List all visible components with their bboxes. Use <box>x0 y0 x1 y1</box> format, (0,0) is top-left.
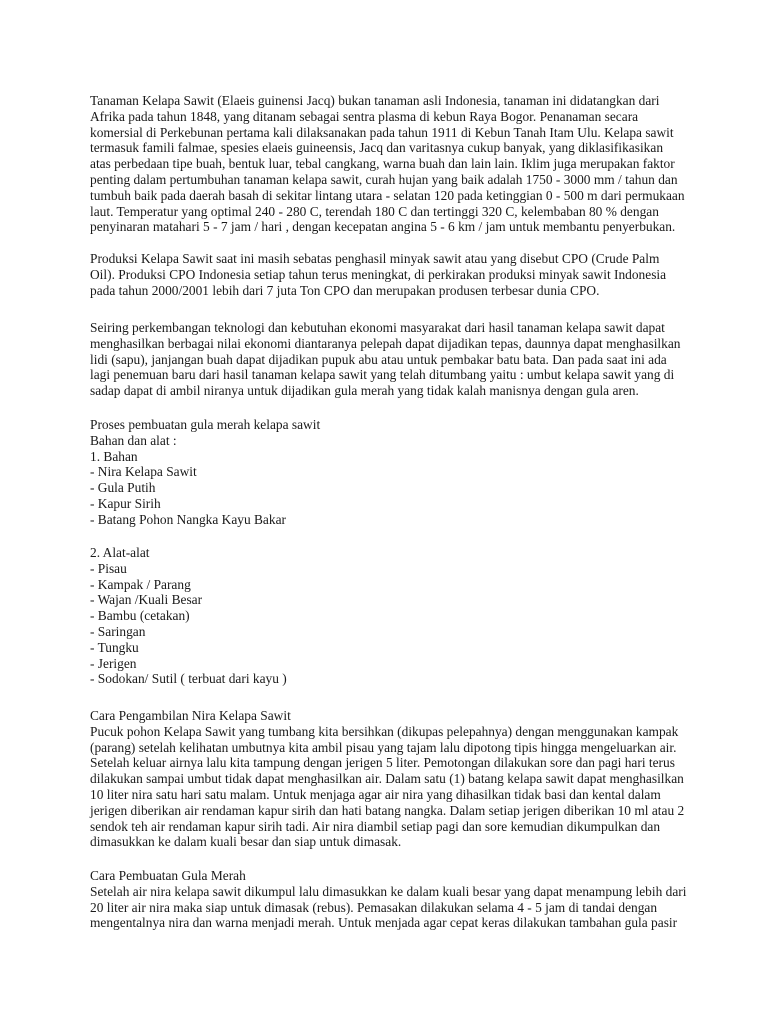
text-line: komersial di Perkebunan pertama kali dilaksanakan pada tahun 1911 di Kebun Tanah Itam Ulu. Kelapa sawit <box>90 124 674 140</box>
paragraph-technology <box>90 320 690 399</box>
list-heading: 2. Alat-alat <box>90 545 150 560</box>
list-item: - Gula Putih <box>90 480 156 496</box>
section-tools <box>90 545 690 687</box>
text-line: 20 liter air nira maka siap untuk dimasak (rebus). Pemasakan dilakukan selama 4 - 5 jam di tandai dengan <box>90 899 658 915</box>
list-item: - Wajan /Kuali Besar <box>90 592 203 608</box>
text-line: termasuk famili falmae, spesies elaeis guineensis, Jacq dan varitasnya cukup banyak, yang diklasifikasikan <box>90 140 664 156</box>
list-item: - Tungku <box>90 639 139 655</box>
text-line: menghasilkan berbagai nilai ekonomi diantaranya pelepah dapat dijadikan tepas, daunnya dapat menghasilkan <box>90 335 681 351</box>
list-item: - Saringan <box>90 623 146 639</box>
list-item: - Kampak / Parang <box>90 576 191 592</box>
subheading: Bahan dan alat : <box>90 432 177 448</box>
section-making <box>90 868 690 931</box>
section-heading: Cara Pembuatan Gula Merah <box>90 868 246 883</box>
text-line: penyinaran matahari 5 - 7 jam / hari , dengan kecepatan angina 5 - 6 km / jam untuk membantu penyerbukan. <box>90 219 676 235</box>
text-line: dilakukan sampai umbut tidak dapat menghasilkan air. Dalam satu (1) batang kelapa sawit dapat menghasilkan <box>90 771 684 787</box>
paragraph-production <box>90 251 690 298</box>
text-line: Oil). Produksi CPO Indonesia setiap tahun terus meningkat, di perkirakan produksi minyak sawit Indonesia <box>90 266 667 282</box>
text-line: penting dalam pertumbuhan tanaman kelapa sawit, curah hujan yang baik adalah 1750 - 3000 mm / tahun dan <box>90 171 678 187</box>
list-item: - Sodokan/ Sutil ( terbuat dari kayu ) <box>90 671 287 687</box>
text-line: sendok teh air rendaman kapur sirih tadi. Air nira diambil setiap pagi dan sore kemudian dikumpulkan dan <box>90 818 661 834</box>
list-item: - Nira Kelapa Sawit <box>90 464 197 480</box>
text-line: jerigen diberikan air rendaman kapur sirih dan hati batang nangka. Dalam setiap jerigen diberikan 10 ml atau 2 <box>90 802 685 818</box>
section-materials <box>90 417 690 528</box>
section-heading: Proses pembuatan gula merah kelapa sawit <box>90 417 321 432</box>
list-item: - Jerigen <box>90 655 137 671</box>
section-tapping <box>90 708 690 850</box>
text-line: sadap dapat di ambil niranya untuk dijadikan gula merah yang tidak kalah manisnya dengan gula aren. <box>90 383 639 399</box>
text-line: Setelah keluar airnya lalu kita tampung dengan jerigen 5 liter. Pemotongan dilakukan sore dan pagi hari terus <box>90 755 675 771</box>
text-line: 10 liter nira satu hari satu malam. Untuk menjaga agar air nira yang dihasilkan tidak basi dan kental dalam <box>90 786 661 802</box>
list-item: - Kapur Sirih <box>90 495 161 511</box>
list-item: - Bambu (cetakan) <box>90 608 190 624</box>
text-line: Afrika pada tahun 1848, yang ditanam sebagai sentra plasma di kebun Raya Bogor. Penanaman secara <box>90 108 639 124</box>
text-line: lidi (sapu), janjangan buah dapat dijadikan pupuk abu atau untuk pembakar batu bata. Dan pada saat ini ada <box>90 351 667 367</box>
text-line: pada tahun 2000/2001 lebih dari 7 juta Ton CPO dan merupakan produsen terbesar dunia CPO. <box>90 282 600 298</box>
text-line: Produksi Kelapa Sawit saat ini masih sebatas penghasil minyak sawit atau yang disebut CPO (Crude Palm <box>90 251 660 266</box>
text-line: tumbuh baik pada daerah basah di sekitar lintang utara - selatan 120 pada ketinggian 0 - 500 m dari permukaan <box>90 187 685 203</box>
text-line: lagi penemuan baru dari hasil tanaman kelapa sawit yang telah ditumbang yaitu : umbut kelapa sawit yang di <box>90 367 675 383</box>
text-line: Pucuk pohon Kelapa Sawit yang tumbang kita bersihkan (dikupas pelepahnya) dengan menggunakan kampak <box>90 723 679 739</box>
text-line: dimasukkan ke dalam kuali besar dan siap untuk dimasak. <box>90 834 402 850</box>
list-heading: 1. Bahan <box>90 448 138 464</box>
text-line: Seiring perkembangan teknologi dan kebutuhan ekonomi masyarakat dari hasil tanaman kelapa sawit dapat <box>90 320 665 335</box>
list-item: - Batang Pohon Nangka Kayu Bakar <box>90 511 286 527</box>
list-item: - Pisau <box>90 560 127 576</box>
text-line: (parang) setelah kelihatan umbutnya kita ambil pisau yang tajam lalu dipotong tipis hingga mengeluarkan air. <box>90 739 677 755</box>
paragraph-intro <box>90 93 690 235</box>
section-heading: Cara Pengambilan Nira Kelapa Sawit <box>90 708 291 723</box>
text-line: Tanaman Kelapa Sawit (Elaeis guinensi Jacq) bukan tanaman asli Indonesia, tanaman ini didatangkan dari <box>90 93 660 108</box>
text-line: atas perbedaan tipe buah, bentuk luar, tebal cangkang, warna buah dan lain lain. Iklim juga merupakan faktor <box>90 156 675 172</box>
text-line: mengentalnya nira dan warna menjadi merah. Untuk menjada agar cepat keras dilakukan tambahan gula pasir <box>90 915 678 931</box>
text-line: laut. Temperatur yang optimal 240 - 280 C, terendah 180 C dan tertinggi 320 C, kelembaban 80 % dengan <box>90 203 659 219</box>
text-line: Setelah air nira kelapa sawit dikumpul lalu dimasukkan ke dalam kuali besar yang dapat menampung lebih dari <box>90 883 687 899</box>
